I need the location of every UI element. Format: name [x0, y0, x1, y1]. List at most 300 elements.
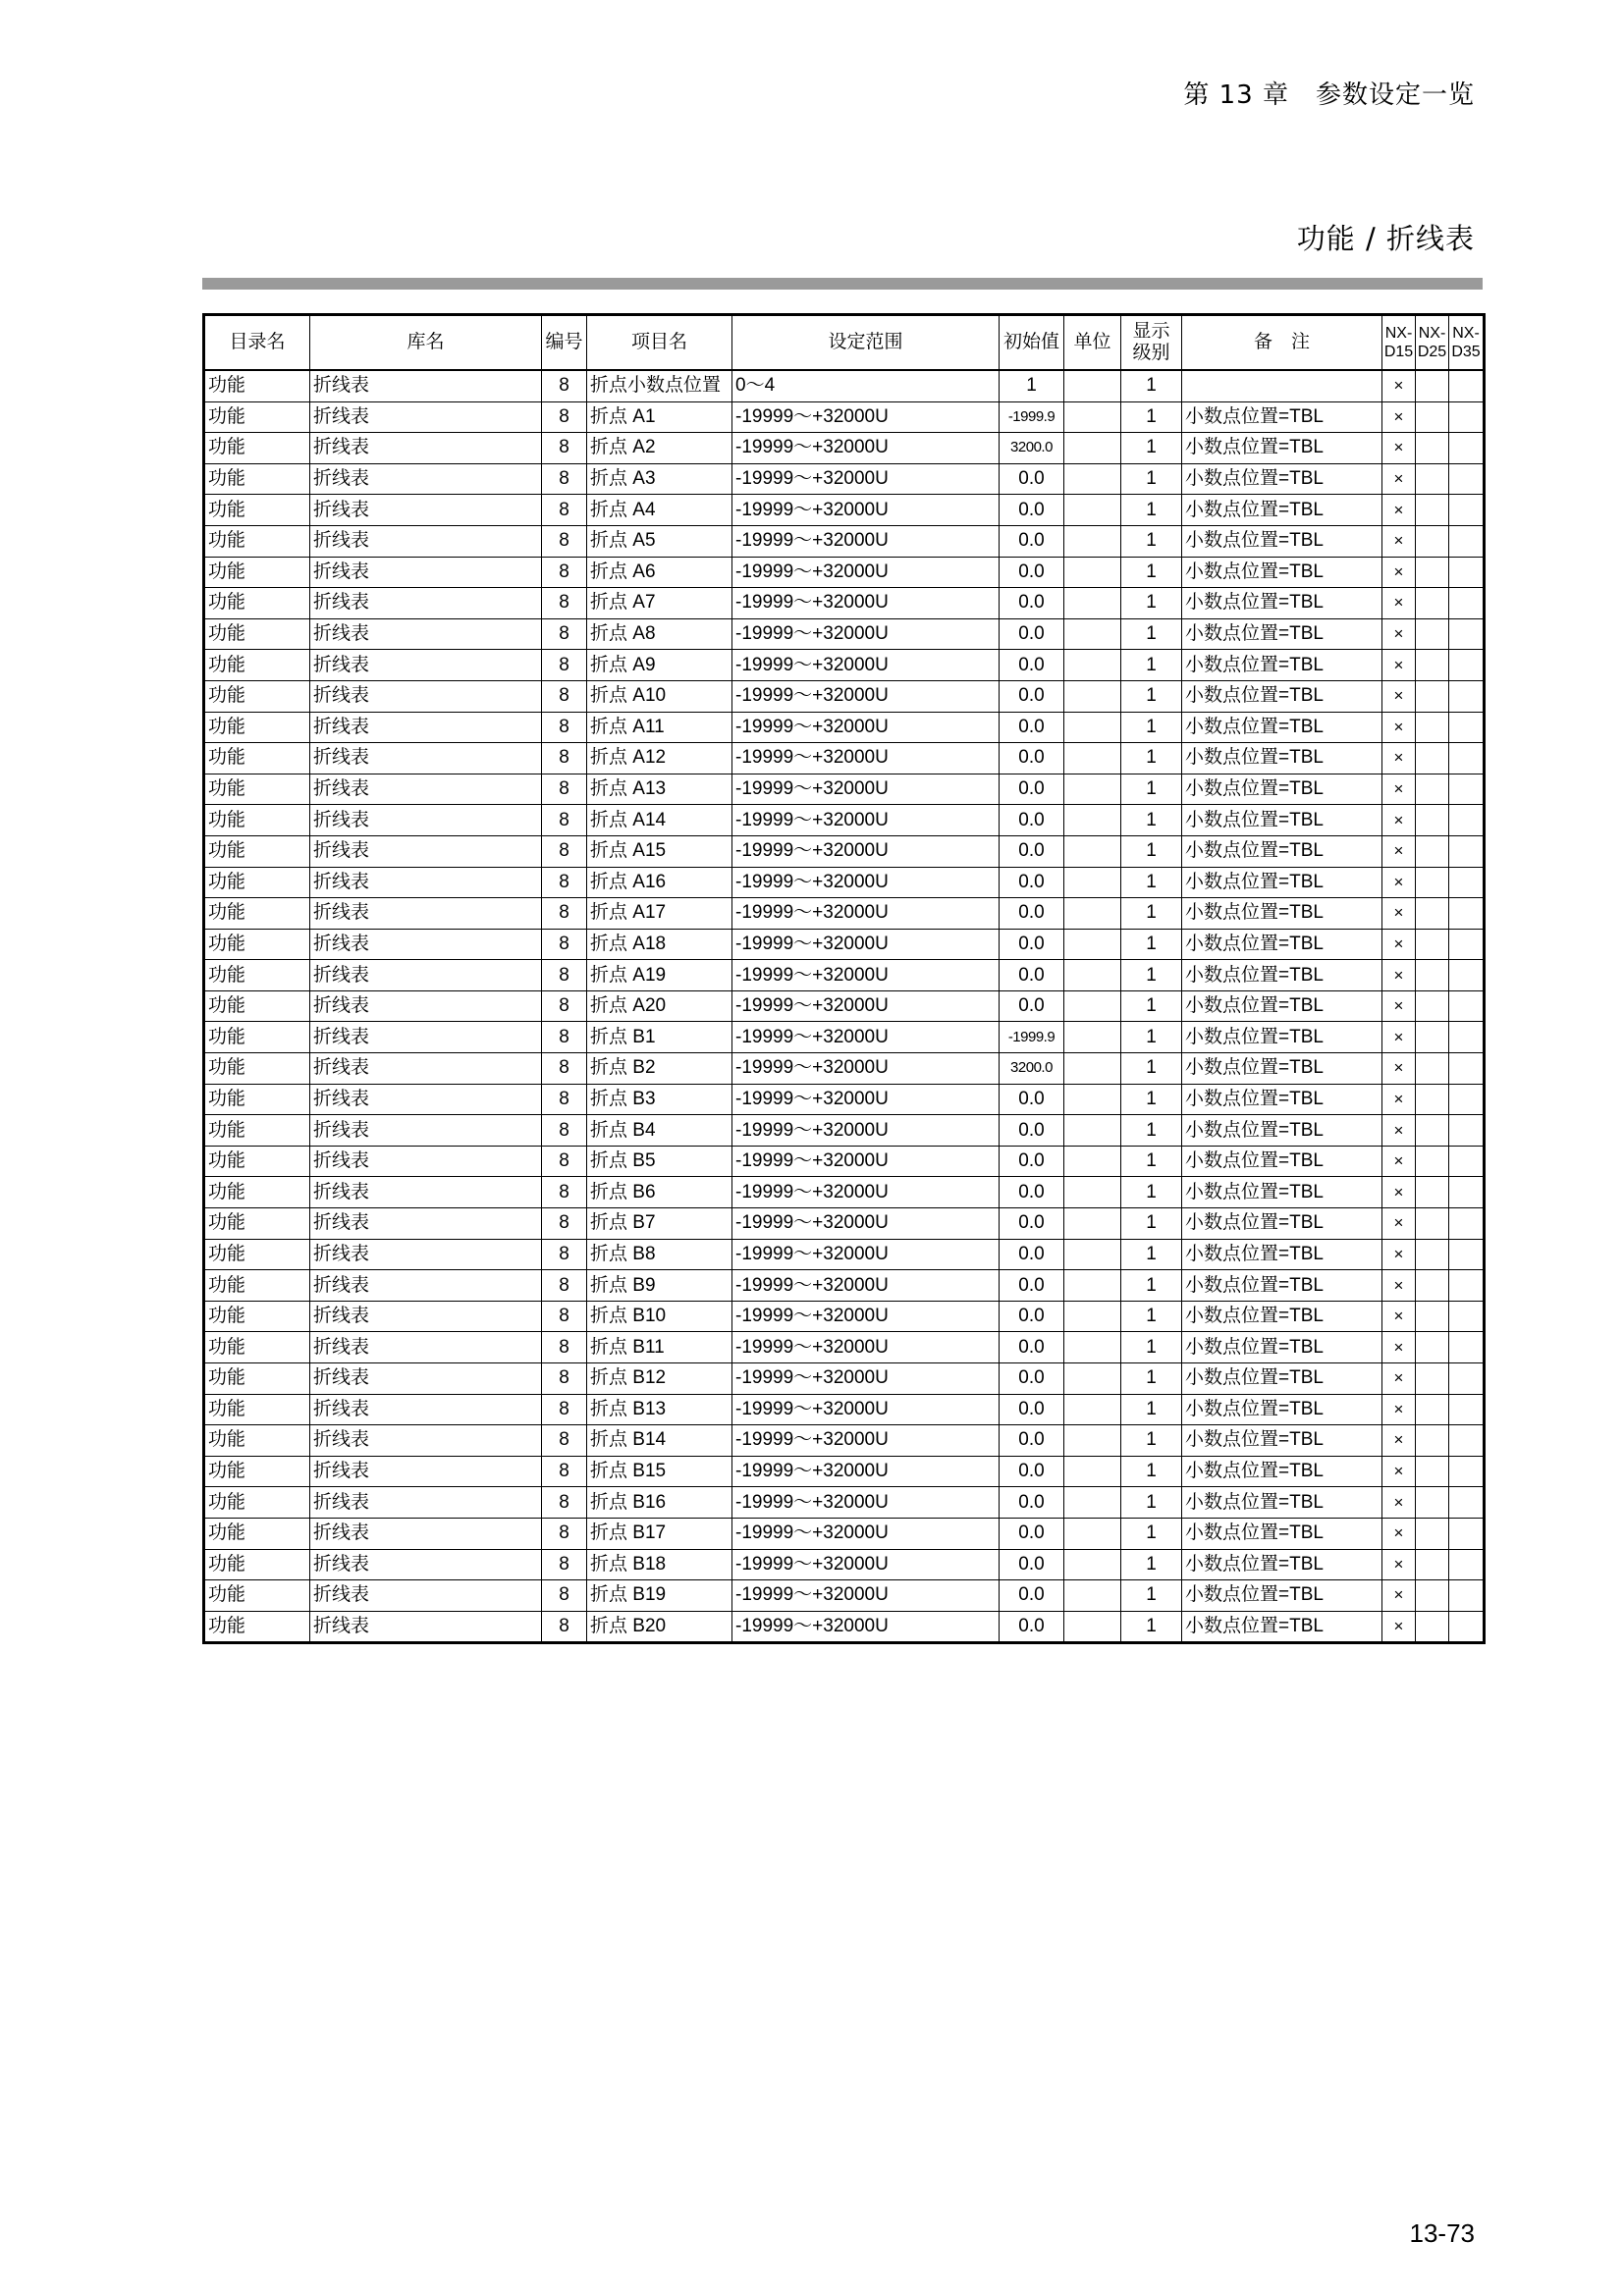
cell-level: 1	[1121, 557, 1182, 588]
cell-item: 折点 A6	[587, 557, 732, 588]
cell-nx-d35	[1449, 1208, 1485, 1240]
cell-level: 1	[1121, 650, 1182, 681]
table-row	[204, 898, 1485, 930]
cell-range: -19999～+32000U	[732, 1270, 1000, 1302]
cell-item: 折点 B4	[587, 1115, 732, 1147]
cell-number: 8	[542, 1456, 587, 1487]
table-row	[204, 1084, 1485, 1115]
cell-nx-d35	[1449, 618, 1485, 650]
cell-initial: 0.0	[1000, 650, 1064, 681]
cell-item: 折点 B2	[587, 1053, 732, 1085]
cell-range: -19999～+32000U	[732, 650, 1000, 681]
cell-remarks: 小数点位置=TBL	[1182, 1394, 1382, 1425]
cell-level: 1	[1121, 990, 1182, 1022]
cell-item: 折点 B6	[587, 1177, 732, 1208]
cell-remarks: 小数点位置=TBL	[1182, 588, 1382, 619]
cell-nx-d25	[1416, 1456, 1449, 1487]
cell-range: -19999～+32000U	[732, 1394, 1000, 1425]
cell-remarks: 小数点位置=TBL	[1182, 495, 1382, 526]
table-row	[204, 1022, 1485, 1053]
cell-nx-d25	[1416, 1425, 1449, 1457]
cell-number: 8	[542, 774, 587, 805]
cell-unit	[1064, 618, 1121, 650]
cell-remarks: 小数点位置=TBL	[1182, 1332, 1382, 1363]
cell-library: 折线表	[310, 1208, 542, 1240]
cell-level: 1	[1121, 1487, 1182, 1519]
cell-category: 功能	[204, 1239, 310, 1270]
cell-level: 1	[1121, 495, 1182, 526]
cell-library: 折线表	[310, 1301, 542, 1332]
cell-level: 1	[1121, 525, 1182, 557]
cell-initial: 0.0	[1000, 495, 1064, 526]
cell-level: 1	[1121, 898, 1182, 930]
cell-number: 8	[542, 557, 587, 588]
cell-number: 8	[542, 835, 587, 867]
cell-level: 1	[1121, 712, 1182, 743]
cell-category: 功能	[204, 401, 310, 433]
cell-remarks: 小数点位置=TBL	[1182, 960, 1382, 991]
cell-nx-d15: ×	[1382, 1518, 1416, 1549]
cell-initial: 0.0	[1000, 1146, 1064, 1177]
cell-nx-d35	[1449, 1487, 1485, 1519]
col-header-level-line2: 级别	[1132, 343, 1170, 363]
cell-number: 8	[542, 960, 587, 991]
cell-library: 折线表	[310, 370, 542, 401]
col-header-d15-line2: D15	[1383, 344, 1414, 360]
cell-level: 1	[1121, 774, 1182, 805]
cell-category: 功能	[204, 557, 310, 588]
cell-category: 功能	[204, 1518, 310, 1549]
table-row	[204, 835, 1485, 867]
cell-category: 功能	[204, 805, 310, 836]
cell-nx-d25	[1416, 805, 1449, 836]
cell-nx-d35	[1449, 370, 1485, 401]
cell-number: 8	[542, 1611, 587, 1643]
col-header-category: 目录名	[204, 315, 310, 371]
cell-initial: 3200.0	[1000, 1053, 1064, 1085]
cell-range: -19999～+32000U	[732, 805, 1000, 836]
cell-library: 折线表	[310, 835, 542, 867]
cell-remarks: 小数点位置=TBL	[1182, 557, 1382, 588]
cell-remarks: 小数点位置=TBL	[1182, 618, 1382, 650]
cell-initial: 0.0	[1000, 743, 1064, 774]
cell-number: 8	[542, 463, 587, 495]
cell-category: 功能	[204, 1115, 310, 1147]
table-row	[204, 618, 1485, 650]
cell-unit	[1064, 929, 1121, 960]
cell-range: -19999～+32000U	[732, 401, 1000, 433]
cell-item: 折点 B16	[587, 1487, 732, 1519]
cell-initial: 0.0	[1000, 557, 1064, 588]
cell-initial: 0.0	[1000, 1363, 1064, 1395]
table-row	[204, 774, 1485, 805]
cell-range: -19999～+32000U	[732, 774, 1000, 805]
cell-category: 功能	[204, 618, 310, 650]
cell-unit	[1064, 1177, 1121, 1208]
cell-initial: 0.0	[1000, 1177, 1064, 1208]
cell-nx-d25	[1416, 1394, 1449, 1425]
cell-initial: 0.0	[1000, 680, 1064, 712]
table-row	[204, 1425, 1485, 1457]
cell-level: 1	[1121, 1611, 1182, 1643]
cell-category: 功能	[204, 1053, 310, 1085]
cell-item: 折点 A1	[587, 401, 732, 433]
cell-category: 功能	[204, 990, 310, 1022]
cell-library: 折线表	[310, 401, 542, 433]
cell-level: 1	[1121, 1580, 1182, 1612]
cell-item: 折点 B18	[587, 1549, 732, 1580]
cell-level: 1	[1121, 1332, 1182, 1363]
cell-initial: 0.0	[1000, 990, 1064, 1022]
cell-category: 功能	[204, 370, 310, 401]
cell-nx-d35	[1449, 1425, 1485, 1457]
cell-level: 1	[1121, 1115, 1182, 1147]
cell-category: 功能	[204, 898, 310, 930]
cell-nx-d25	[1416, 650, 1449, 681]
cell-level: 1	[1121, 835, 1182, 867]
cell-category: 功能	[204, 1456, 310, 1487]
cell-initial: 0.0	[1000, 1115, 1064, 1147]
cell-unit	[1064, 960, 1121, 991]
cell-initial: 0.0	[1000, 1549, 1064, 1580]
col-header-number: 编号	[542, 315, 587, 371]
cell-range: -19999～+32000U	[732, 1208, 1000, 1240]
cell-unit	[1064, 1425, 1121, 1457]
cell-item: 折点 B1	[587, 1022, 732, 1053]
cell-initial: 0.0	[1000, 1518, 1064, 1549]
cell-library: 折线表	[310, 1363, 542, 1395]
cell-library: 折线表	[310, 1611, 542, 1643]
table-row	[204, 463, 1485, 495]
cell-unit	[1064, 557, 1121, 588]
cell-item: 折点 A5	[587, 525, 732, 557]
cell-initial: 0.0	[1000, 1456, 1064, 1487]
cell-remarks: 小数点位置=TBL	[1182, 463, 1382, 495]
cell-number: 8	[542, 1580, 587, 1612]
cell-nx-d35	[1449, 1611, 1485, 1643]
cell-unit	[1064, 495, 1121, 526]
table-row	[204, 401, 1485, 433]
cell-nx-d25	[1416, 1332, 1449, 1363]
cell-remarks: 小数点位置=TBL	[1182, 1549, 1382, 1580]
cell-item: 折点 A11	[587, 712, 732, 743]
cell-library: 折线表	[310, 743, 542, 774]
cell-level: 1	[1121, 743, 1182, 774]
cell-library: 折线表	[310, 1022, 542, 1053]
cell-nx-d25	[1416, 898, 1449, 930]
cell-unit	[1064, 1487, 1121, 1519]
cell-remarks: 小数点位置=TBL	[1182, 1177, 1382, 1208]
cell-number: 8	[542, 1487, 587, 1519]
cell-initial: 0.0	[1000, 463, 1064, 495]
cell-item: 折点 A20	[587, 990, 732, 1022]
cell-nx-d15: ×	[1382, 1115, 1416, 1147]
cell-unit	[1064, 1301, 1121, 1332]
cell-nx-d35	[1449, 463, 1485, 495]
cell-unit	[1064, 1332, 1121, 1363]
cell-library: 折线表	[310, 588, 542, 619]
cell-remarks: 小数点位置=TBL	[1182, 1239, 1382, 1270]
cell-nx-d15: ×	[1382, 588, 1416, 619]
cell-category: 功能	[204, 712, 310, 743]
cell-range: -19999～+32000U	[732, 712, 1000, 743]
cell-unit	[1064, 433, 1121, 464]
col-header-unit: 单位	[1064, 315, 1121, 371]
cell-level: 1	[1121, 1301, 1182, 1332]
cell-initial: 0.0	[1000, 1487, 1064, 1519]
cell-nx-d35	[1449, 774, 1485, 805]
table-row	[204, 1115, 1485, 1147]
table-row	[204, 1301, 1485, 1332]
cell-number: 8	[542, 867, 587, 898]
cell-unit	[1064, 867, 1121, 898]
cell-remarks: 小数点位置=TBL	[1182, 1580, 1382, 1612]
cell-nx-d25	[1416, 1022, 1449, 1053]
cell-nx-d15: ×	[1382, 370, 1416, 401]
cell-nx-d25	[1416, 618, 1449, 650]
cell-category: 功能	[204, 1549, 310, 1580]
cell-range: -19999～+32000U	[732, 588, 1000, 619]
cell-library: 折线表	[310, 495, 542, 526]
cell-initial: 0.0	[1000, 618, 1064, 650]
cell-number: 8	[542, 805, 587, 836]
table-row	[204, 557, 1485, 588]
cell-level: 1	[1121, 1022, 1182, 1053]
cell-nx-d25	[1416, 1301, 1449, 1332]
cell-number: 8	[542, 898, 587, 930]
cell-unit	[1064, 898, 1121, 930]
col-header-library: 库名	[310, 315, 542, 371]
table-row	[204, 495, 1485, 526]
cell-range: -19999～+32000U	[732, 1363, 1000, 1395]
cell-nx-d25	[1416, 743, 1449, 774]
cell-category: 功能	[204, 1394, 310, 1425]
cell-library: 折线表	[310, 680, 542, 712]
cell-range: -19999～+32000U	[732, 495, 1000, 526]
cell-category: 功能	[204, 929, 310, 960]
cell-initial: 0.0	[1000, 712, 1064, 743]
cell-remarks: 小数点位置=TBL	[1182, 774, 1382, 805]
cell-nx-d25	[1416, 495, 1449, 526]
cell-number: 8	[542, 370, 587, 401]
cell-item: 折点 B9	[587, 1270, 732, 1302]
cell-number: 8	[542, 525, 587, 557]
cell-level: 1	[1121, 433, 1182, 464]
cell-nx-d35	[1449, 1394, 1485, 1425]
cell-level: 1	[1121, 1177, 1182, 1208]
cell-unit	[1064, 774, 1121, 805]
table-row	[204, 1239, 1485, 1270]
cell-library: 折线表	[310, 1394, 542, 1425]
table-row	[204, 743, 1485, 774]
cell-library: 折线表	[310, 1146, 542, 1177]
cell-nx-d25	[1416, 1611, 1449, 1643]
cell-item: 折点 A15	[587, 835, 732, 867]
cell-library: 折线表	[310, 618, 542, 650]
cell-category: 功能	[204, 1425, 310, 1457]
cell-nx-d35	[1449, 867, 1485, 898]
cell-nx-d25	[1416, 1487, 1449, 1519]
cell-library: 折线表	[310, 1549, 542, 1580]
cell-nx-d35	[1449, 835, 1485, 867]
cell-range: -19999～+32000U	[732, 1580, 1000, 1612]
table-row	[204, 1580, 1485, 1612]
cell-nx-d35	[1449, 1363, 1485, 1395]
table-row	[204, 680, 1485, 712]
table-row	[204, 867, 1485, 898]
cell-range: -19999～+32000U	[732, 898, 1000, 930]
cell-number: 8	[542, 1270, 587, 1302]
cell-unit	[1064, 1363, 1121, 1395]
cell-number: 8	[542, 1549, 587, 1580]
cell-category: 功能	[204, 433, 310, 464]
cell-nx-d35	[1449, 401, 1485, 433]
cell-item: 折点 A13	[587, 774, 732, 805]
cell-category: 功能	[204, 1146, 310, 1177]
cell-nx-d25	[1416, 712, 1449, 743]
cell-unit	[1064, 1208, 1121, 1240]
cell-nx-d15: ×	[1382, 1022, 1416, 1053]
cell-range: -19999～+32000U	[732, 960, 1000, 991]
cell-remarks: 小数点位置=TBL	[1182, 1301, 1382, 1332]
cell-level: 1	[1121, 1084, 1182, 1115]
cell-unit	[1064, 1146, 1121, 1177]
cell-nx-d35	[1449, 960, 1485, 991]
cell-nx-d25	[1416, 557, 1449, 588]
cell-remarks: 小数点位置=TBL	[1182, 1208, 1382, 1240]
cell-level: 1	[1121, 1456, 1182, 1487]
table-row	[204, 1363, 1485, 1395]
cell-range: -19999～+32000U	[732, 867, 1000, 898]
cell-number: 8	[542, 618, 587, 650]
cell-item: 折点 B20	[587, 1611, 732, 1643]
cell-number: 8	[542, 743, 587, 774]
cell-range: -19999～+32000U	[732, 990, 1000, 1022]
cell-level: 1	[1121, 401, 1182, 433]
table-row	[204, 1611, 1485, 1643]
cell-number: 8	[542, 588, 587, 619]
cell-initial: 3200.0	[1000, 433, 1064, 464]
cell-level: 1	[1121, 867, 1182, 898]
cell-range: -19999～+32000U	[732, 1332, 1000, 1363]
cell-category: 功能	[204, 588, 310, 619]
cell-category: 功能	[204, 1487, 310, 1519]
cell-range: -19999～+32000U	[732, 1425, 1000, 1457]
cell-nx-d25	[1416, 1115, 1449, 1147]
cell-number: 8	[542, 495, 587, 526]
cell-unit	[1064, 525, 1121, 557]
cell-unit	[1064, 1580, 1121, 1612]
cell-unit	[1064, 805, 1121, 836]
cell-remarks: 小数点位置=TBL	[1182, 680, 1382, 712]
cell-number: 8	[542, 1115, 587, 1147]
cell-nx-d25	[1416, 1146, 1449, 1177]
cell-library: 折线表	[310, 774, 542, 805]
table-body	[204, 370, 1485, 1643]
cell-category: 功能	[204, 1177, 310, 1208]
cell-level: 1	[1121, 1425, 1182, 1457]
cell-unit	[1064, 1518, 1121, 1549]
cell-nx-d25	[1416, 463, 1449, 495]
cell-nx-d25	[1416, 1084, 1449, 1115]
chapter-heading: 第 13 章 参数设定一览	[1183, 80, 1475, 110]
cell-range: -19999～+32000U	[732, 1487, 1000, 1519]
cell-nx-d25	[1416, 525, 1449, 557]
cell-remarks	[1182, 370, 1382, 401]
cell-nx-d35	[1449, 588, 1485, 619]
cell-unit	[1064, 1611, 1121, 1643]
cell-initial: 0.0	[1000, 898, 1064, 930]
cell-nx-d25	[1416, 1549, 1449, 1580]
cell-item: 折点 A2	[587, 433, 732, 464]
cell-nx-d15: ×	[1382, 618, 1416, 650]
cell-number: 8	[542, 1177, 587, 1208]
cell-initial: 0.0	[1000, 1332, 1064, 1363]
cell-remarks: 小数点位置=TBL	[1182, 805, 1382, 836]
col-header-item: 项目名	[587, 315, 732, 371]
cell-range: -19999～+32000U	[732, 1177, 1000, 1208]
cell-remarks: 小数点位置=TBL	[1182, 401, 1382, 433]
cell-nx-d35	[1449, 805, 1485, 836]
table-row	[204, 1518, 1485, 1549]
cell-initial: 0.0	[1000, 1580, 1064, 1612]
cell-library: 折线表	[310, 929, 542, 960]
cell-nx-d15: ×	[1382, 1394, 1416, 1425]
cell-library: 折线表	[310, 1270, 542, 1302]
cell-number: 8	[542, 1425, 587, 1457]
cell-library: 折线表	[310, 1239, 542, 1270]
cell-range: -19999～+32000U	[732, 1146, 1000, 1177]
col-header-level	[1121, 315, 1182, 371]
cell-nx-d25	[1416, 370, 1449, 401]
cell-category: 功能	[204, 463, 310, 495]
table-row	[204, 805, 1485, 836]
cell-unit	[1064, 1394, 1121, 1425]
cell-number: 8	[542, 650, 587, 681]
cell-remarks: 小数点位置=TBL	[1182, 898, 1382, 930]
cell-range: 0～4	[732, 370, 1000, 401]
cell-number: 8	[542, 1239, 587, 1270]
cell-initial: 0.0	[1000, 1425, 1064, 1457]
cell-nx-d15: ×	[1382, 929, 1416, 960]
cell-nx-d35	[1449, 929, 1485, 960]
cell-unit	[1064, 1022, 1121, 1053]
cell-level: 1	[1121, 1053, 1182, 1085]
cell-level: 1	[1121, 1208, 1182, 1240]
cell-initial: -1999.9	[1000, 1022, 1064, 1053]
cell-library: 折线表	[310, 712, 542, 743]
cell-library: 折线表	[310, 898, 542, 930]
cell-category: 功能	[204, 1084, 310, 1115]
cell-level: 1	[1121, 680, 1182, 712]
cell-number: 8	[542, 1394, 587, 1425]
table-row	[204, 929, 1485, 960]
cell-item: 折点 A14	[587, 805, 732, 836]
cell-nx-d25	[1416, 960, 1449, 991]
cell-category: 功能	[204, 1363, 310, 1395]
cell-nx-d35	[1449, 1580, 1485, 1612]
cell-level: 1	[1121, 1270, 1182, 1302]
col-header-d25-line1: NX-	[1418, 325, 1446, 342]
cell-remarks: 小数点位置=TBL	[1182, 1022, 1382, 1053]
cell-nx-d25	[1416, 867, 1449, 898]
cell-nx-d15: ×	[1382, 1611, 1416, 1643]
col-header-d15	[1382, 315, 1416, 371]
cell-nx-d35	[1449, 680, 1485, 712]
cell-item: 折点 B5	[587, 1146, 732, 1177]
cell-category: 功能	[204, 1611, 310, 1643]
cell-category: 功能	[204, 1580, 310, 1612]
